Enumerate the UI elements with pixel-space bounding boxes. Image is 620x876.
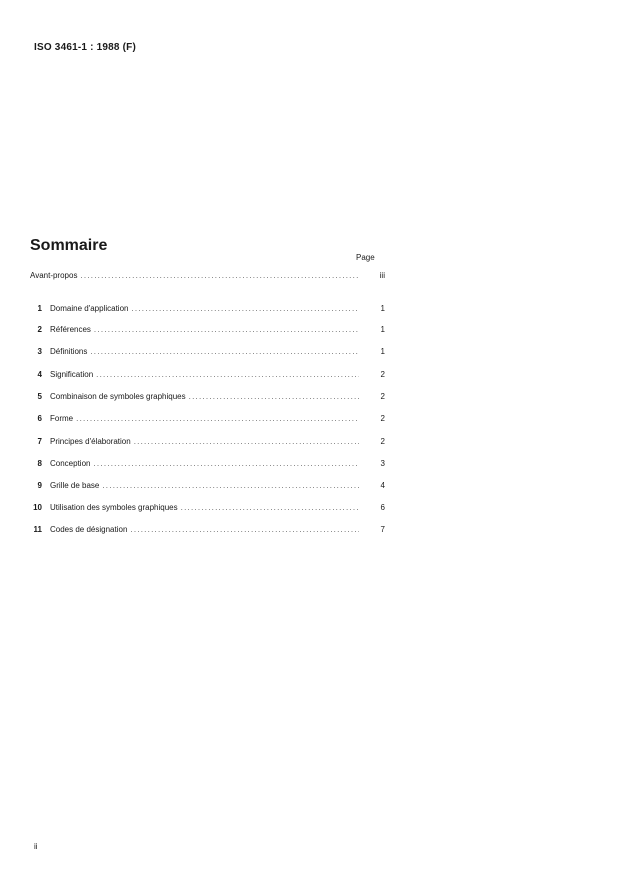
toc-leader bbox=[90, 346, 359, 358]
toc-leader bbox=[80, 270, 359, 282]
toc-entry-number: 1 bbox=[37, 304, 42, 313]
toc-entry-number: 2 bbox=[37, 325, 42, 334]
toc-leader bbox=[131, 303, 359, 315]
toc-entry-4[interactable] bbox=[30, 369, 385, 381]
toc-entry-number: 11 bbox=[33, 525, 42, 534]
toc-entry-2[interactable] bbox=[30, 324, 385, 336]
toc-entry-label: Principes d'élaboration bbox=[50, 437, 131, 446]
toc-leader bbox=[76, 413, 359, 425]
toc-leader bbox=[96, 369, 359, 381]
toc-entry-label: Domaine d'application bbox=[50, 304, 129, 313]
toc-entry-number: 8 bbox=[37, 459, 42, 468]
toc-entry-page: 1 bbox=[380, 325, 385, 334]
toc-leader bbox=[93, 458, 359, 470]
toc-entry-10[interactable] bbox=[30, 502, 385, 514]
toc-entry-page: 2 bbox=[380, 392, 385, 401]
toc-entry-11[interactable] bbox=[30, 524, 385, 536]
toc-entry-page: 7 bbox=[380, 525, 385, 534]
toc-entry-number: 3 bbox=[37, 347, 42, 356]
toc-title: Sommaire bbox=[30, 237, 108, 254]
toc-entry-page: 2 bbox=[380, 370, 385, 379]
toc-entry-5[interactable] bbox=[30, 391, 385, 403]
toc-leader bbox=[94, 324, 359, 336]
toc-leader bbox=[130, 524, 359, 536]
toc-entry-1[interactable] bbox=[30, 303, 385, 315]
toc-entry-page: 6 bbox=[380, 503, 385, 512]
page-column-label: Page bbox=[356, 253, 375, 262]
toc-entry-number: 7 bbox=[37, 437, 42, 446]
toc-entry-label: Conception bbox=[50, 459, 91, 468]
page-number: ii bbox=[34, 842, 38, 851]
toc-leader bbox=[189, 391, 359, 403]
toc-entry-label: Forme bbox=[50, 414, 74, 423]
toc-entry-number: 6 bbox=[37, 414, 42, 423]
document-header: ISO 3461-1 : 1988 (F) bbox=[34, 42, 137, 53]
toc-entry-number: 4 bbox=[37, 370, 42, 379]
toc-entry-label: Avant-propos bbox=[30, 271, 78, 280]
toc-entry-9[interactable] bbox=[30, 480, 385, 492]
toc-entry-label: Combinaison de symboles graphiques bbox=[50, 392, 186, 401]
toc-entry-page: 1 bbox=[380, 347, 385, 356]
toc-entry-label: Signification bbox=[50, 370, 94, 379]
toc-entry-3[interactable] bbox=[30, 346, 385, 358]
toc-entry-number: 9 bbox=[37, 481, 42, 490]
toc-entry-page: 1 bbox=[380, 304, 385, 313]
toc-leader bbox=[134, 436, 359, 448]
toc-entry-7[interactable] bbox=[30, 436, 385, 448]
toc-entry-label: Utilisation des symboles graphiques bbox=[50, 503, 178, 512]
toc-entry-page: 2 bbox=[380, 437, 385, 446]
toc-entry-label: Codes de désignation bbox=[50, 525, 128, 534]
toc-entry-6[interactable] bbox=[30, 413, 385, 425]
toc-leader bbox=[181, 502, 359, 514]
toc-entry-foreword[interactable] bbox=[30, 270, 385, 282]
toc-entry-label: Grille de base bbox=[50, 481, 100, 490]
toc-entry-label: Définitions bbox=[50, 347, 88, 356]
toc-entry-page: iii bbox=[379, 271, 385, 280]
toc-entry-8[interactable] bbox=[30, 458, 385, 470]
toc-entry-number: 10 bbox=[33, 503, 42, 512]
toc-entry-page: 2 bbox=[380, 414, 385, 423]
toc-leader bbox=[102, 480, 359, 492]
toc-entry-number: 5 bbox=[37, 392, 42, 401]
toc-entry-label: Références bbox=[50, 325, 91, 334]
toc-entry-page: 4 bbox=[380, 481, 385, 490]
toc-entry-page: 3 bbox=[380, 459, 385, 468]
